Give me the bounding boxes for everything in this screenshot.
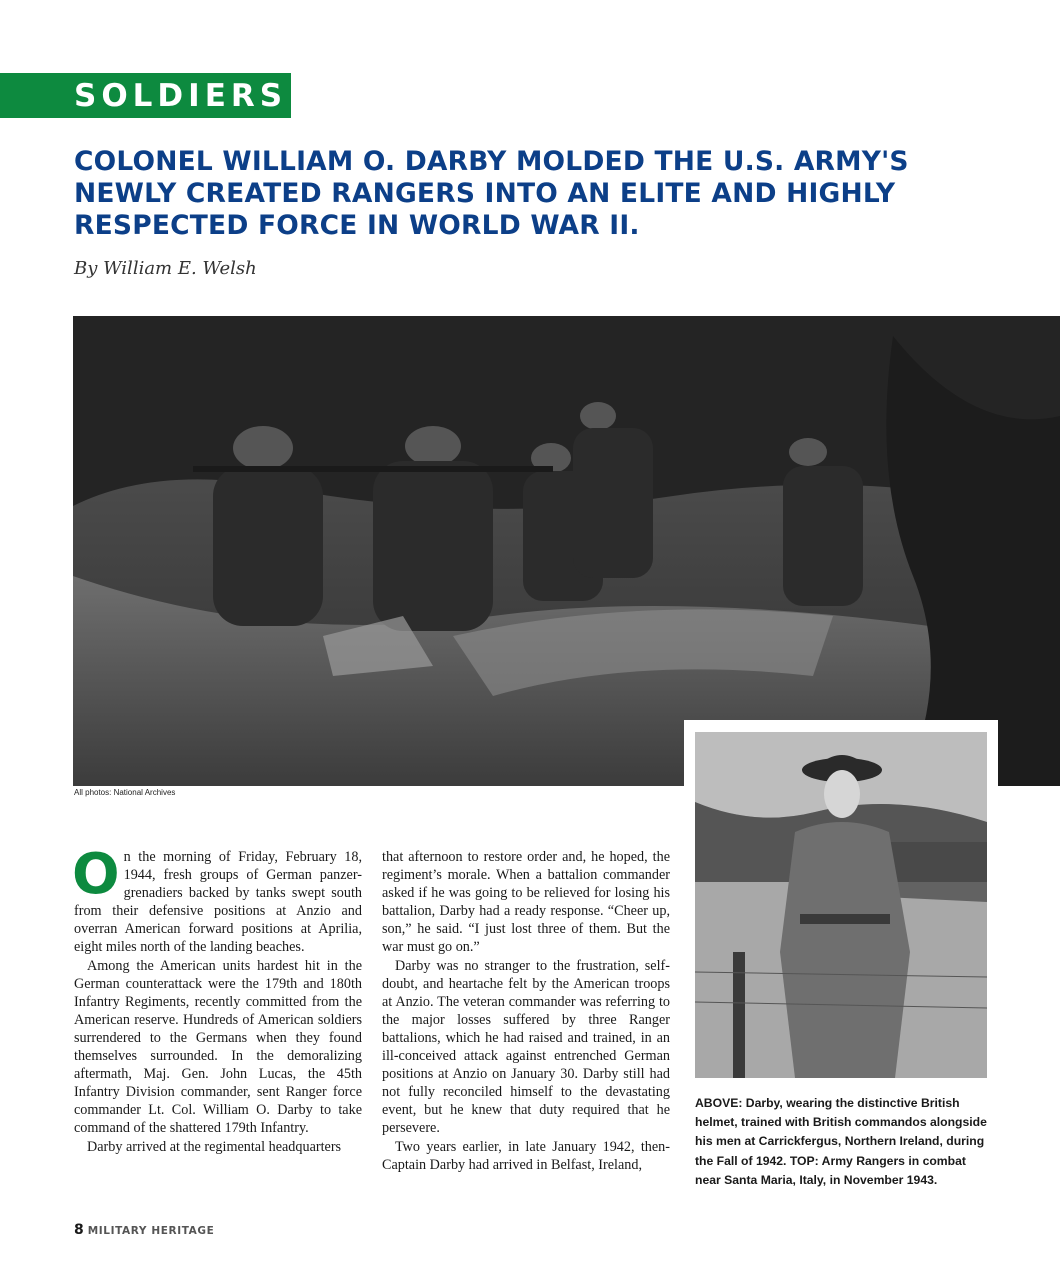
article-paragraph: that afternoon to restore order and, he hoped, the regiment’s morale. When a battalion commander asked if he was going to be relieved for losing his battalion, Darby had a ready response. “Cheer up, son,” he said. “I just lost three of them. But the war must go on.” [382,849,670,956]
article-column-1 [72,842,362,1156]
byline: By William E. Welsh [74,258,257,279]
portrait-photo-darby [695,732,987,1078]
article-column-2 [382,848,670,1174]
main-photo-rangers-in-combat [73,316,1060,786]
photo-caption: ABOVE: Darby, wearing the distinctive British helmet, trained with British commandos alongside his men at Carrickfergus, Northern Ireland, during the Fall of 1942. TOP: Army Rangers in combat near Santa Maria, Italy, in November 1943. [695,1096,987,1187]
article-paragraph: Darby was no stranger to the frustration, self-doubt, and heartache felt by the American troops at Anzio. The veteran commander was referring to the major losses suffered by three Ranger battalions, which he had raised and trained, in an ill-conceived attack against entrenched German positions at Anzio on January 30. Darby still had not fully reconciled himself to the devastating event, but he knew that duty required that he persevere. [382,957,670,1137]
dropcap: O [72,842,120,907]
photo-credit: All photos: National Archives [74,788,176,797]
publication-name: MILITARY HERITAGE [87,1225,215,1237]
article-paragraph: Two years earlier, in late January 1942, then-Captain Darby had arrived in Belfast, Ireland, [382,1138,670,1173]
section-label: SOLDIERS [74,78,288,114]
headline: COLONEL WILLIAM O. DARBY MOLDED THE U.S. ARMY'S NEWLY CREATED RANGERS INTO AN ELITE AND HIGHLY RESPECTED FORCE IN WORLD WAR II. [74,146,909,241]
article-paragraph: Among the American units hardest hit in the German counterattack were the 179th and 180th Infantry Regiments, recently committed from the American reserve. Hundreds of American soldiers surrendered to the Germans when they found themselves surrounded. In the demoralizing aftermath, Maj. Gen. John Lucas, the 45th Infantry Division commander, sent Ranger force commander Lt. Col. William O. Darby to take command of the shattered 179th Infantry. [74,957,362,1137]
folio [74,1222,214,1238]
article-paragraph: On the morning of Friday, February 18, 1944, fresh groups of German panzer-grenadiers backed by tanks swept south from their defensive positions at Anzio and overran American forward positions at Aprilia, eight miles north of the landing beaches. [72,842,362,956]
page-number: 8 [74,1222,84,1238]
article-paragraph: Darby arrived at the regimental headquarters [87,1138,342,1155]
